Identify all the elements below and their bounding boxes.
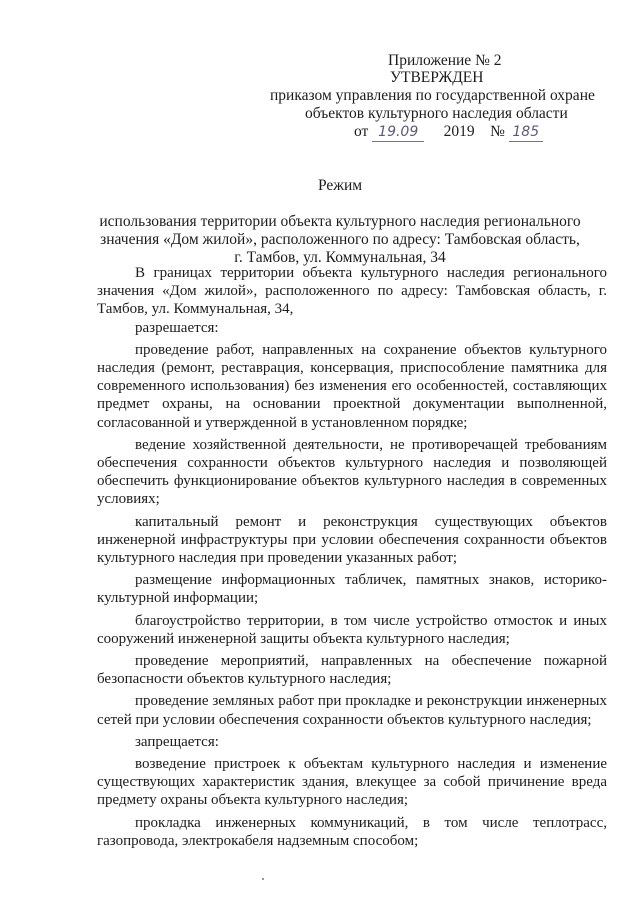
allowed-item: капитальный ремонт и реконструкция существующих объектов инженерной инфраструктуры при условии обеспечения сохранности объектов культурного наследия при проведении указанных работ; bbox=[97, 513, 607, 567]
scan-speck bbox=[262, 878, 264, 880]
document-title: Режим bbox=[317, 177, 363, 194]
document-body bbox=[97, 264, 607, 850]
allowed-item: проведение работ, направленных на сохранение объектов культурного наследия (ремонт, реставрация, консервация, приспособление памятника для современного использования) без изменения его особенностей, составляющих предмет охраны, на основании проектной документации выполненной, согласованной и утвержденной в установленном порядке; bbox=[97, 341, 607, 431]
subtitle-line-2: значения «Дом жилой», расположенного по адресу: Тамбовская область, bbox=[100, 231, 580, 248]
allowed-item: размещение информационных табличек, памятных знаков, историко-культурной информации; bbox=[97, 572, 607, 607]
number-sign: № bbox=[490, 123, 505, 140]
forbidden-item: прокладка инженерных коммуникаций, в том числе теплотрасс, газопровода, электрокабеля надземным способом; bbox=[97, 814, 607, 849]
allowed-item: проведение мероприятий, направленных на обеспечение пожарной безопасности объектов культурного наследия; bbox=[97, 653, 607, 688]
subtitle-line-1: использования территории объекта культурного наследия регионального bbox=[99, 213, 581, 230]
allowed-item: ведение хозяйственной деятельности, не противоречащей требованиям обеспечения сохранности объектов культурного наследия и позволяющей обеспечить функционирование объектов культурного наследия в современных условиях; bbox=[97, 436, 607, 508]
allowed-label: разрешается: bbox=[135, 319, 219, 336]
forbidden-label: запрещается: bbox=[135, 733, 219, 750]
date-prefix: от bbox=[354, 123, 369, 140]
handwritten-date: 19.09 bbox=[372, 123, 424, 142]
subtitle-line-3: г. Тамбов, ул. Коммунальная, 34 bbox=[234, 249, 446, 266]
intro-paragraph: В границах территории объекта культурного наследия регионального значения «Дом жилой», расположенного по адресу: Тамбовская область, г. Тамбов, ул. Коммунальная, 34, bbox=[97, 265, 607, 318]
allowed-item: проведение земляных работ при прокладке и реконструкции инженерных сетей при условии обеспечения сохранности объектов культурного наследия; bbox=[97, 693, 607, 728]
order-line-2: объектов культурного наследия области bbox=[305, 105, 568, 122]
appendix-label: Приложение № 2 bbox=[388, 52, 502, 69]
order-line-1: приказом управления по государственной охране bbox=[270, 87, 595, 104]
allowed-item: благоустройство территории, в том числе устройство отмосток и иных сооружений инженерной защиты объекта культурного наследия; bbox=[97, 612, 607, 647]
handwritten-number: 185 bbox=[509, 123, 543, 142]
approved-label: УТВЕРЖДЕН bbox=[390, 69, 484, 86]
order-date-line bbox=[354, 123, 543, 142]
forbidden-item: возведение пристроек к объектам культурного наследия и изменение существующих характеристик здания, влекущее за собой причинение вреда предмету охраны объекта культурного наследия; bbox=[97, 756, 607, 809]
order-year: 2019 bbox=[443, 123, 475, 140]
